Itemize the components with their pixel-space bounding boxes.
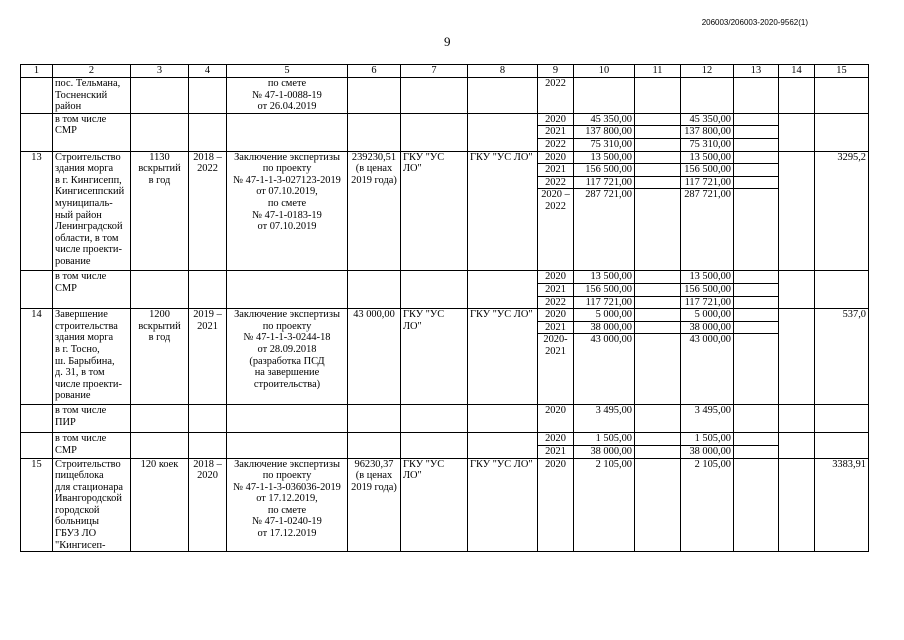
table-row [21, 433, 869, 446]
amount-cell: 45 350,00 [574, 113, 635, 126]
total-cell: 43 000,00 [681, 334, 734, 405]
amount-cell: 156 500,00 [574, 283, 635, 296]
col15-cell: 537,0 [815, 309, 869, 405]
table-row [21, 458, 869, 552]
total-cell: 38 000,00 [681, 321, 734, 334]
total-cell: 13 500,00 [681, 151, 734, 164]
developer-cell: ГКУ "УС ЛО" [468, 309, 538, 405]
amount-cell: 38 000,00 [574, 445, 635, 458]
amount-cell: 156 500,00 [574, 164, 635, 177]
amount-cell: 117 721,00 [574, 296, 635, 309]
total-cell: 287 721,00 [681, 189, 734, 271]
subtotal-label: в том числе ПИР [53, 405, 131, 433]
amount-cell: 5 000,00 [574, 309, 635, 322]
expertise-text: Заключение экспертизы по проекту № 47-1-1-3-0244-18 от 28.09.2018 (разработка ПСД на завершение строительства) [227, 309, 348, 405]
amount-cell: 137 800,00 [574, 126, 635, 139]
capacity-cell: 120 коек [131, 458, 189, 552]
table-row [21, 151, 869, 164]
object-name: Строительство пищеблока для стационара Ивангородской городской больницы ГБУЗ ЛО "Кингисеп- [53, 458, 131, 552]
total-cell: 117 721,00 [681, 176, 734, 189]
cost-cell: 43 000,00 [348, 309, 401, 405]
year-cell: 2022 [538, 296, 574, 309]
column-number: 2 [53, 65, 131, 78]
total-cell: 13 500,00 [681, 271, 734, 284]
developer-cell: ГКУ "УС ЛО" [468, 458, 538, 552]
total-cell: 75 310,00 [681, 138, 734, 151]
amount-cell: 3 495,00 [574, 405, 635, 433]
subtotal-label: в том числе СМР [53, 271, 131, 309]
total-cell: 2 105,00 [681, 458, 734, 552]
table-row [21, 113, 869, 126]
year-cell: 2022 [538, 78, 574, 114]
period-cell: 2018 – 2022 [189, 151, 227, 271]
column-number: 14 [779, 65, 815, 78]
subtotal-label: в том числе СМР [53, 433, 131, 458]
table-row [21, 78, 869, 114]
year-cell: 2021 [538, 164, 574, 177]
column-number: 5 [227, 65, 348, 78]
developer-cell: ГКУ "УС ЛО" [468, 151, 538, 271]
year-cell: 2020 [538, 433, 574, 446]
item-number: 15 [21, 458, 53, 552]
col15-cell: 3295,2 [815, 151, 869, 271]
amount-cell: 117 721,00 [574, 176, 635, 189]
document-id: 206003/206003-2020-9562(1) [701, 18, 808, 27]
column-number: 10 [574, 65, 635, 78]
amount-cell: 287 721,00 [574, 189, 635, 271]
amount-cell: 75 310,00 [574, 138, 635, 151]
register-table [20, 64, 869, 552]
cost-cell: 239230,51 (в ценах 2019 года) [348, 151, 401, 271]
year-cell: 2022 [538, 138, 574, 151]
column-number: 7 [401, 65, 468, 78]
total-cell: 1 505,00 [681, 433, 734, 446]
page-number: 9 [444, 34, 451, 49]
cost-cell: 96230,37 (в ценах 2019 года) [348, 458, 401, 552]
total-cell: 3 495,00 [681, 405, 734, 433]
table-row [21, 405, 869, 433]
column-number: 12 [681, 65, 734, 78]
customer-cell: ГКУ "УС ЛО" [401, 458, 468, 552]
table-row [21, 309, 869, 322]
object-name: Завершение строительства здания морга в г. Тосно, ш. Барыбина, д. 31, в том числе проекти- рование [53, 309, 131, 405]
column-number-row [21, 65, 869, 78]
total-cell: 156 500,00 [681, 283, 734, 296]
column-number: 15 [815, 65, 869, 78]
amount-cell: 1 505,00 [574, 433, 635, 446]
column-number: 3 [131, 65, 189, 78]
amount-cell: 13 500,00 [574, 271, 635, 284]
total-cell: 117 721,00 [681, 296, 734, 309]
year-cell: 2020 [538, 309, 574, 322]
year-cell: 2021 [538, 321, 574, 334]
year-cell: 2022 [538, 176, 574, 189]
expertise-text: Заключение экспертизы по проекту № 47-1-1-3-036036-2019 от 17.12.2019, по смете № 47-1-0240-19 от 17.12.2019 [227, 458, 348, 552]
customer-cell: ГКУ "УС ЛО" [401, 151, 468, 271]
total-cell: 45 350,00 [681, 113, 734, 126]
object-name: Строительство здания морга в г. Кингисепп, Кингисеппский муниципаль- ный район Ленинградской области, в том числе проекти- рование [53, 151, 131, 271]
item-number: 14 [21, 309, 53, 405]
amount-cell: 2 105,00 [574, 458, 635, 552]
capacity-cell: 1130 вскрытий в год [131, 151, 189, 271]
year-cell: 2021 [538, 283, 574, 296]
column-number: 9 [538, 65, 574, 78]
total-cell: 5 000,00 [681, 309, 734, 322]
year-cell: 2020 [538, 458, 574, 552]
year-cell: 2020 [538, 113, 574, 126]
year-cell: 2020- 2021 [538, 334, 574, 405]
amount-cell: 43 000,00 [574, 334, 635, 405]
column-number: 1 [21, 65, 53, 78]
total-cell: 137 800,00 [681, 126, 734, 139]
capacity-cell: 1200 вскрытий в год [131, 309, 189, 405]
subtotal-label: в том числе СМР [53, 113, 131, 151]
item-number: 13 [21, 151, 53, 271]
year-cell: 2020 [538, 271, 574, 284]
year-cell: 2021 [538, 445, 574, 458]
year-cell: 2020 [538, 151, 574, 164]
expertise-text: Заключение экспертизы по проекту № 47-1-1-3-027123-2019 от 07.10.2019, по смете № 47-1-0183-19 от 07.10.2019 [227, 151, 348, 271]
year-cell: 2021 [538, 126, 574, 139]
column-number: 11 [635, 65, 681, 78]
amount-cell: 38 000,00 [574, 321, 635, 334]
period-cell: 2018 – 2020 [189, 458, 227, 552]
column-number: 4 [189, 65, 227, 78]
expertise-text: по смете № 47-1-0088-19 от 26.04.2019 [227, 78, 348, 114]
column-number: 8 [468, 65, 538, 78]
total-cell: 38 000,00 [681, 445, 734, 458]
year-cell: 2020 – 2022 [538, 189, 574, 271]
column-number: 13 [734, 65, 779, 78]
table-row [21, 271, 869, 284]
col15-cell: 3383,91 [815, 458, 869, 552]
total-cell: 156 500,00 [681, 164, 734, 177]
period-cell: 2019 – 2021 [189, 309, 227, 405]
column-number: 6 [348, 65, 401, 78]
amount-cell: 13 500,00 [574, 151, 635, 164]
object-name: пос. Тельмана, Тосненский район [53, 78, 131, 114]
customer-cell: ГКУ "УС ЛО" [401, 309, 468, 405]
year-cell: 2020 [538, 405, 574, 433]
